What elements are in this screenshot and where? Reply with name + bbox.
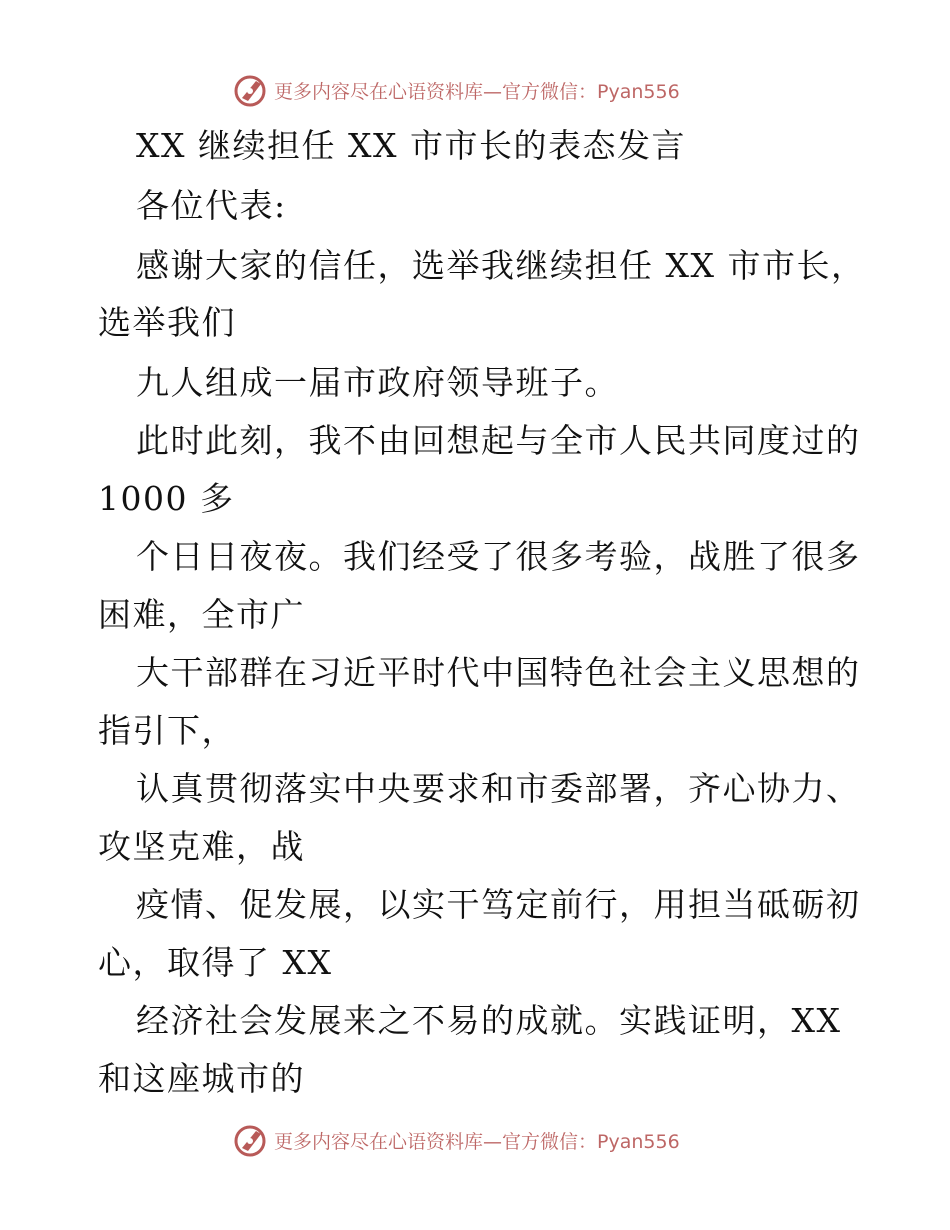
body-line: 选举我们 [98, 303, 236, 342]
body-line: 困难，全市广 [98, 595, 305, 634]
body-line: 认真贯彻落实中央要求和市委部署，齐心协力、 [136, 769, 861, 808]
body-line: 1000 多 [98, 479, 235, 518]
body-line: 心，取得了 XX [98, 943, 333, 982]
salutation: 各位代表: [136, 186, 287, 225]
body-line: 个日日夜夜。我们经受了很多考验，战胜了很多 [136, 537, 861, 576]
body-line: 指引下， [98, 711, 236, 750]
body-line: 大干部群在习近平时代中国特色社会主义思想的 [136, 653, 861, 692]
body-line: 九人组成一届市政府领导班子。 [136, 363, 619, 402]
footer-watermark [232, 1122, 680, 1158]
pen-seal-icon [232, 72, 268, 108]
pen-seal-icon [232, 1122, 268, 1158]
body-line: 疫情、促发展，以实干笃定前行，用担当砥砺初 [136, 885, 861, 924]
body-line: 感谢大家的信任，选举我继续担任 XX 市市长， [136, 246, 866, 285]
body-line: 和这座城市的 [98, 1059, 305, 1098]
header-watermark [232, 72, 680, 108]
body-line: 攻坚克难，战 [98, 827, 305, 866]
document-title: XX 继续担任 XX 市市长的表态发言 [136, 126, 686, 165]
watermark-text: 更多内容尽在心语资料库—官方微信：Pyan556 [274, 1130, 680, 1153]
body-line: 经济社会发展来之不易的成就。实践证明，XX [136, 1001, 842, 1040]
watermark-text: 更多内容尽在心语资料库—官方微信：Pyan556 [274, 80, 680, 103]
body-line: 此时此刻，我不由回想起与全市人民共同度过的 [136, 421, 861, 460]
